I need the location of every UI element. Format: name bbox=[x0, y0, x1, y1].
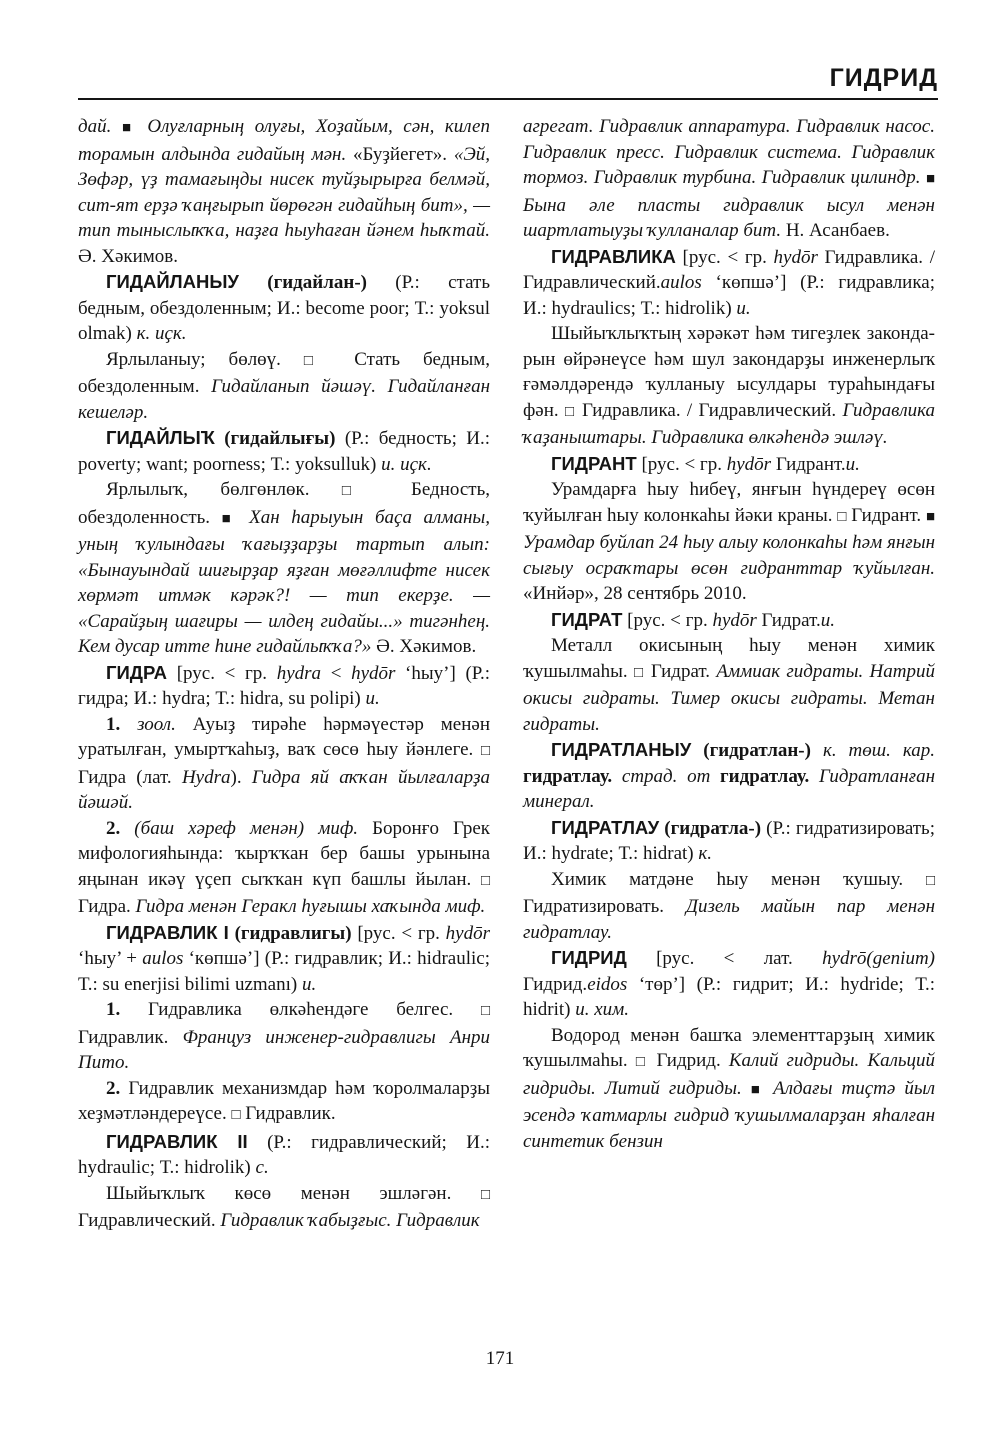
russian-equivalent: Гидравлический. bbox=[78, 1210, 216, 1231]
translations: ‘көпшә’] (Р.: гидравлика; И.: hydraulics; Т.: hidrolik) bbox=[523, 272, 935, 319]
filled-square-icon: ■ bbox=[925, 171, 935, 187]
headword: ГИДРАТЛАУ bbox=[551, 816, 660, 838]
headword: ГИДРАТ bbox=[551, 608, 623, 630]
open-square-icon: □ bbox=[925, 872, 935, 889]
entry-gidra bbox=[78, 660, 490, 712]
etymology: [рус. < гр. bbox=[675, 246, 774, 268]
latin-name: Hydra bbox=[181, 766, 231, 788]
russian-equivalent: Гидравлика. / Гидравлический. bbox=[575, 399, 837, 421]
stem-form: (гидайлан-) bbox=[267, 272, 367, 293]
open-square-icon: □ bbox=[303, 352, 332, 369]
etymology: < bbox=[321, 662, 352, 684]
example: Аммиак гидраты. Натрий окисы гидраты. Тимер окисы гидраты. Метан гидраты. bbox=[523, 660, 935, 735]
translations: Гидрант. bbox=[771, 453, 846, 475]
source: «Инйәр», 28 сентябрь 2010. bbox=[523, 583, 747, 604]
stem-form: (гидратла-) bbox=[664, 817, 762, 839]
grammar-label: к. иҫк. bbox=[136, 323, 187, 344]
translations: (Р.: гидравлический; И.: hydraulic; Т.: hidrolik) bbox=[78, 1131, 490, 1178]
entry-gidrid bbox=[523, 945, 935, 1023]
open-square-icon: □ bbox=[480, 872, 491, 889]
grammar-label: и. bbox=[820, 609, 835, 631]
sense-1 bbox=[78, 997, 490, 1076]
filled-square-icon: ■ bbox=[925, 508, 936, 525]
quote: Урамдар буйлап 24 һыу алыу колонкаһы һәм янғын сығыу осраҡтары өсөн гидранттар ҡуйылған. bbox=[523, 532, 935, 579]
etymon: aulos bbox=[660, 272, 702, 293]
open-square-icon: □ bbox=[480, 743, 491, 759]
headword: ГИДРАНТ bbox=[551, 452, 637, 474]
definition-text: Ярлыланыу; бөлөү. bbox=[106, 348, 281, 370]
example: Француз инженер-гидравлигы Анри Пито. bbox=[78, 1026, 490, 1073]
translations: ‘төр’] (Р.: гидрит; И.: hydride; Т.: hidrit) bbox=[523, 973, 935, 1020]
definition-text: Боронғо Грек мифологияһында: ҡырҡҡан бер башы урынына яңынан икәү үҫеп сыҡҡан күп башлы йылан. bbox=[78, 817, 490, 890]
source: Н. Асанбаев. bbox=[781, 220, 890, 241]
etymology: ‘һыу’ + bbox=[78, 948, 143, 969]
stem-form: (гидравлигы) bbox=[234, 922, 352, 944]
open-square-icon: □ bbox=[480, 1186, 490, 1203]
example: Олуғларның олуғы, Хоҙайым, сән, килеп торамын алдында гидайың мән. bbox=[78, 116, 490, 165]
definition bbox=[523, 633, 935, 737]
definition-text: Шыйыҡлыҡтың хәрәкәт һәм тигеҙлек закондарын өйрәнеүсе һәм шул закондарҙы инженерлыҡ ғәмәлдәрендә ҡулланыу ысулдары тураһындағы фән. bbox=[523, 323, 935, 421]
russian-equivalent: Гидрид. bbox=[648, 1050, 721, 1071]
russian-equivalent: Гидра (лат. bbox=[78, 766, 182, 788]
definition-text: Химик матдәне һыу менән ҡушыу. bbox=[551, 868, 904, 890]
open-square-icon: □ bbox=[231, 1107, 241, 1123]
translations: ‘көпшә’] (Р.: гидравлик; И.: hidraulic; Т.: su enerjisi bilimi uzmanı) bbox=[78, 948, 490, 995]
stem-form: (гидайлығы) bbox=[224, 428, 336, 449]
etymology: [рус. < лат. bbox=[626, 948, 823, 969]
example: Гидратланған минерал. bbox=[523, 765, 936, 812]
filled-square-icon: ■ bbox=[121, 120, 137, 136]
grammar-label: и. bbox=[301, 973, 317, 995]
etymology: [рус. < гр. bbox=[636, 453, 727, 475]
etymology: Гидрид. bbox=[523, 973, 588, 995]
example: Гидайланып йәшәү. Гидайланған кешеләр. bbox=[78, 376, 490, 423]
definition-text: Урамдарға һыу һибеү, янғын һүндереү өсөн ҡуйылған һыу колонкаһы йәки краны. bbox=[523, 479, 935, 526]
russian-equivalent: Гидравлик. bbox=[240, 1103, 336, 1124]
russian-equivalent: Гидрат. bbox=[644, 660, 711, 682]
entry-continuation bbox=[78, 114, 490, 269]
open-square-icon: □ bbox=[480, 1003, 490, 1019]
example: Гидра менән Геракл һуғышы хаҡында миф. bbox=[130, 896, 486, 917]
filled-square-icon: ■ bbox=[221, 510, 238, 527]
cross-reference: гидратлау. bbox=[710, 765, 810, 787]
definition bbox=[523, 867, 935, 946]
etymon: hydōr bbox=[712, 609, 757, 631]
entry-gidrat bbox=[523, 607, 935, 634]
stem-form: (гидратлан-) bbox=[703, 740, 811, 761]
headword: ГИДРИД bbox=[551, 947, 627, 968]
russian-equivalent: Бедность, обездоленность. bbox=[78, 479, 491, 528]
etymon: hydrō(genium) bbox=[822, 948, 935, 969]
filled-square-icon: ■ bbox=[750, 1081, 765, 1098]
open-square-icon: □ bbox=[635, 1054, 649, 1070]
russian-equivalent: Гидратизировать. bbox=[523, 896, 665, 917]
sense-number: 1. bbox=[106, 999, 121, 1020]
cross-reference: гидратлау. bbox=[523, 765, 613, 787]
grammar-label: и. bbox=[736, 297, 751, 319]
text: ). bbox=[230, 766, 242, 788]
etymon: hydōr bbox=[351, 662, 396, 684]
definition bbox=[78, 347, 490, 426]
domain-label: (баш хәреф менән) миф. bbox=[120, 817, 359, 839]
sense-1 bbox=[78, 712, 490, 816]
definition-text: Ауыҙ тирәһе һәрмәүестәр менән уратылған, умыртҡаһыҙ, ваҡ сөсө һыу йәнлеге. bbox=[78, 713, 490, 760]
example: Калий гидриды. Кальций гидриды. Литий гидриды. bbox=[523, 1050, 936, 1099]
headword: ГИДАЙЛАНЫУ bbox=[106, 271, 239, 292]
grammar-label: страд. от bbox=[612, 765, 711, 787]
quote: Хан һарыуын баҫа алманы, уның ҡулындағы ҡағыҙҙарҙы тартып алып: «Бынауындай шиғырҙар яҙған мөғәллифте нисек хөрмәт итмәк кәрәк?! — тип екерҙе. — «Сарайҙың шағиры — илдең гидайы...» тигәнһең. Кем дусар итте һине гидайлыҡҡа?» bbox=[78, 506, 490, 657]
entry-gidravlik-2 bbox=[78, 1129, 490, 1181]
sense-2 bbox=[78, 816, 490, 920]
grammar-label: к. төш. кар. bbox=[810, 740, 935, 761]
translations: Гидрат. bbox=[756, 609, 821, 631]
example: агрегат. Гидравлик аппаратура. Гидравлик насос. Гидравлик пресс. Гидравлик система. Гидравлик тормоз. Гидравлик турбина. Гидравлик цилиндр. bbox=[523, 116, 935, 188]
running-head: ГИДРИД bbox=[829, 64, 938, 92]
entry-gidravlik-1 bbox=[78, 920, 490, 998]
definition-text: Гидравлик механизмдар һәм ҡоролмаларҙы хеҙмәтләндереүсе. bbox=[78, 1077, 490, 1124]
etymon: hydra bbox=[276, 662, 322, 684]
russian-equivalent: Стать бедным, обездоленным. bbox=[78, 348, 491, 397]
open-square-icon: □ bbox=[565, 403, 576, 420]
example: Гидравлика ҡаҙаныштары. Гидравлика өлкәһендә эшләү. bbox=[523, 399, 936, 448]
headword: ГИДРАВЛИК I bbox=[106, 921, 229, 943]
translations: (Р.: стать бедным, обездоленным; И.: become poor; Т.: yoksul olmak) bbox=[78, 272, 490, 344]
grammar-label: и. иҫк. bbox=[381, 453, 432, 475]
sense-number: 2. bbox=[106, 817, 121, 839]
entry-gidrant bbox=[523, 451, 935, 478]
definition-text: Шыйыҡлыҡ көсө менән эшләгән. bbox=[106, 1182, 452, 1204]
etymology: [рус. < гр. bbox=[167, 662, 277, 684]
definition bbox=[523, 321, 935, 451]
headword: ГИДРАВЛИКА bbox=[551, 245, 676, 267]
entry-continuation bbox=[523, 114, 935, 244]
etymology: Гидравлика. / Гидравлический. bbox=[523, 246, 935, 293]
entry-gidaylanyu bbox=[78, 269, 490, 347]
etymon: hydōr bbox=[773, 246, 818, 268]
russian-equivalent: Гидра. bbox=[78, 896, 131, 917]
quote: Бына әле пласты гидравлик ысул менән шартлатыуҙы ҡулланалар бит. bbox=[523, 194, 935, 241]
definition bbox=[523, 477, 935, 607]
left-column bbox=[78, 114, 490, 1234]
quote: Алдағы тиҫтә йыл эсендә ҡатмарлы гидрид ҡушылмаларҙан яһалған синтетик бензин bbox=[523, 1077, 935, 1152]
grammar-label: к. bbox=[698, 843, 713, 864]
headword: ГИДАЙЛЫҠ bbox=[106, 427, 215, 448]
etymon: hydōr bbox=[445, 922, 490, 944]
translations: (Р.: бедность; И.: poverty; want; poorness; Т.: yoksulluk) bbox=[78, 428, 490, 475]
entry-gidratlau bbox=[523, 815, 935, 867]
sense-2 bbox=[78, 1076, 490, 1129]
source: Ә. Хәкимов. bbox=[371, 636, 477, 657]
source: «Буҙйегет». bbox=[352, 143, 448, 165]
etymology: [рус. < гр. bbox=[622, 609, 713, 631]
entry-gidravlika bbox=[523, 244, 935, 322]
headword: ГИДРА bbox=[106, 661, 168, 683]
open-square-icon: □ bbox=[633, 664, 645, 681]
example: Гидравлик ҡабыҙғыс. Гидравлик bbox=[215, 1210, 480, 1231]
open-square-icon: □ bbox=[837, 508, 847, 525]
definition-text: Гидравлика өлкәһендәге белгес. bbox=[120, 999, 454, 1020]
entry-gidratlanyu bbox=[523, 737, 935, 815]
definition-text: Металл окисының һыу менән химик ҡушылмаһы. bbox=[523, 635, 935, 682]
sense-number: 1. bbox=[106, 713, 121, 735]
domain-label: зоол. bbox=[120, 713, 176, 735]
definition bbox=[78, 1181, 490, 1234]
text: дай. bbox=[78, 116, 112, 137]
definition-text: Ярлылыҡ, бөлгөнлөк. bbox=[106, 479, 310, 500]
right-column bbox=[523, 114, 935, 1154]
russian-equivalent: Гидрант. bbox=[846, 504, 922, 526]
header-rule bbox=[78, 98, 938, 100]
definition bbox=[523, 1023, 935, 1155]
etymon: hydōr bbox=[726, 453, 772, 475]
open-square-icon: □ bbox=[341, 483, 379, 499]
translations: (Р.: гидратизировать; И.: hydrate; Т.: hidrat) bbox=[523, 817, 936, 864]
grammar-label: и. хим. bbox=[575, 999, 630, 1020]
etymology: [рус. < гр. bbox=[351, 922, 446, 944]
headword: ГИДРАВЛИК II bbox=[106, 1130, 248, 1152]
source: Ә. Хәкимов. bbox=[78, 245, 179, 267]
entry-gidaylyk bbox=[78, 425, 490, 477]
example: Гидра яй аҡҡан йылғаларҙа йәшәй. bbox=[78, 766, 490, 813]
russian-equivalent: Гидравлик. bbox=[78, 1026, 169, 1048]
definition-text: Водород менән башҡа элементтарҙың химик ҡушылмаһы. bbox=[523, 1024, 935, 1071]
definition bbox=[78, 477, 490, 660]
grammar-label: с. bbox=[255, 1157, 269, 1178]
page-number: 171 bbox=[485, 1348, 515, 1369]
example: Дизель майын пар менән гидратлау. bbox=[523, 896, 935, 943]
headword: ГИДРАТЛАНЫУ bbox=[551, 739, 692, 760]
translations: ‘һыу’] (Р.: гидра; И.: hydra; Т.: hidra, su polipi) bbox=[78, 662, 490, 709]
quote: «Эй, Зөфәр, үҙ тамағыңды нисек туйҙырырға белмәй, сит-ят ерҙә ҡаңғырып йөрөгән гидайһың бит», — тип тыныслыҡҡа, наҙға һыуһаған йәнем һыҡтай. bbox=[78, 143, 491, 241]
grammar-label: и. bbox=[365, 688, 380, 709]
grammar-label: и. bbox=[845, 453, 860, 475]
etymon: aulos bbox=[142, 948, 184, 969]
etymon: eidos bbox=[587, 973, 628, 995]
sense-number: 2. bbox=[106, 1077, 121, 1099]
